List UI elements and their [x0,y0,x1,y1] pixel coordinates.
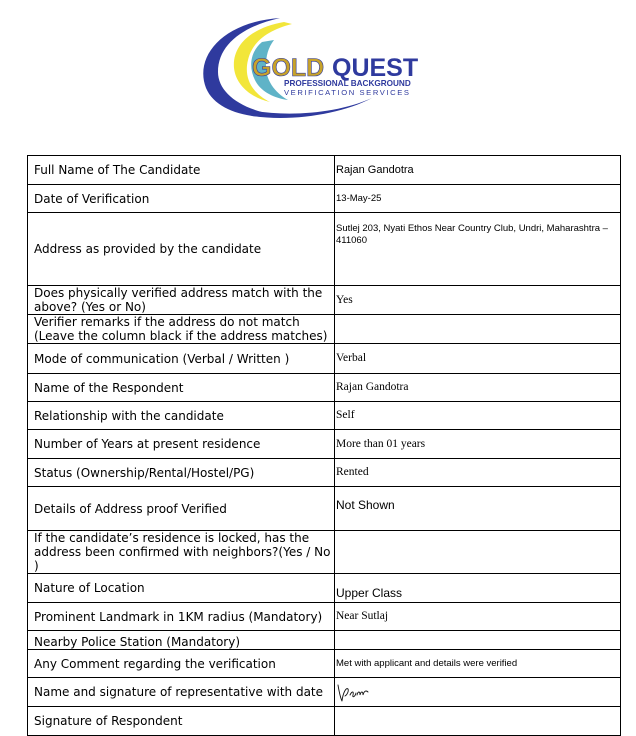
logo-brand-left: GOLD [252,54,325,82]
row-label: Nearby Police Station (Mandatory) [28,631,335,650]
table-row [28,315,621,344]
row-label: Signature of Respondent [28,707,335,736]
table-row [28,487,621,531]
row-value: Sutlej 203, Nyati Ethos Near Country Club, Undri, Maharashtra – 411060 [335,213,621,286]
row-value: Near Sutlaj [335,603,621,631]
logo-brand-right: QUEST [332,54,419,82]
row-value: Rented [335,459,621,487]
row-value: More than 01 years [335,430,621,459]
row-value: 13-May-25 [335,185,621,213]
table-row [28,650,621,678]
table-row [28,678,621,707]
table-row [28,344,621,374]
table-row [28,430,621,459]
row-value [335,315,621,344]
table-row [28,631,621,650]
table-row [28,707,621,736]
row-value: Not Shown [335,487,621,531]
row-value: Verbal [335,344,621,374]
logo-blue-tail [232,98,372,118]
row-value: Rajan Gandotra [335,374,621,402]
goldquest-logo [192,12,460,120]
row-label: Details of Address proof Verified [28,487,335,531]
row-value [335,631,621,650]
row-label: Any Comment regarding the verification [28,650,335,678]
row-value: Upper Class [335,574,621,603]
table-row [28,531,621,574]
representative-signature [336,681,372,703]
row-value [335,531,621,574]
row-label: Date of Verification [28,185,335,213]
table-row [28,374,621,402]
row-value: Met with applicant and details were verified [335,650,621,678]
row-label: Address as provided by the candidate [28,213,335,286]
row-label: Name of the Respondent [28,374,335,402]
row-label: Mode of communication (Verbal / Written ) [28,344,335,374]
row-label: Status (Ownership/Rental/Hostel/PG) [28,459,335,487]
verification-form-table [27,155,621,736]
row-label: If the candidate’s residence is locked, has the address been confirmed with neighbors?(Yes / No ) [28,531,335,574]
row-value: Yes [335,286,621,315]
logo-tagline-2: VERIFICATION SERVICES [284,88,411,97]
row-label: Verifier remarks if the address do not match (Leave the column black if the address matches) [28,315,335,344]
table-row [28,459,621,487]
row-label: Does physically verified address match with the above? (Yes or No) [28,286,335,315]
table-row [28,156,621,185]
row-label: Nature of Location [28,574,335,603]
table-row [28,574,621,603]
table-row [28,286,621,315]
row-value: Self [335,402,621,430]
row-label: Relationship with the candidate [28,402,335,430]
table-row [28,213,621,286]
table-row [28,603,621,631]
table-row [28,185,621,213]
row-label: Full Name of The Candidate [28,156,335,185]
row-label: Number of Years at present residence [28,430,335,459]
table-row [28,402,621,430]
row-value: Rajan Gandotra [335,156,621,185]
row-label: Name and signature of representative with date [28,678,335,707]
row-label: Prominent Landmark in 1KM radius (Mandatory) [28,603,335,631]
logo-tagline-1: PROFESSIONAL BACKGROUND [284,79,411,88]
representative-signature-cell [335,678,621,707]
row-value [335,707,621,736]
